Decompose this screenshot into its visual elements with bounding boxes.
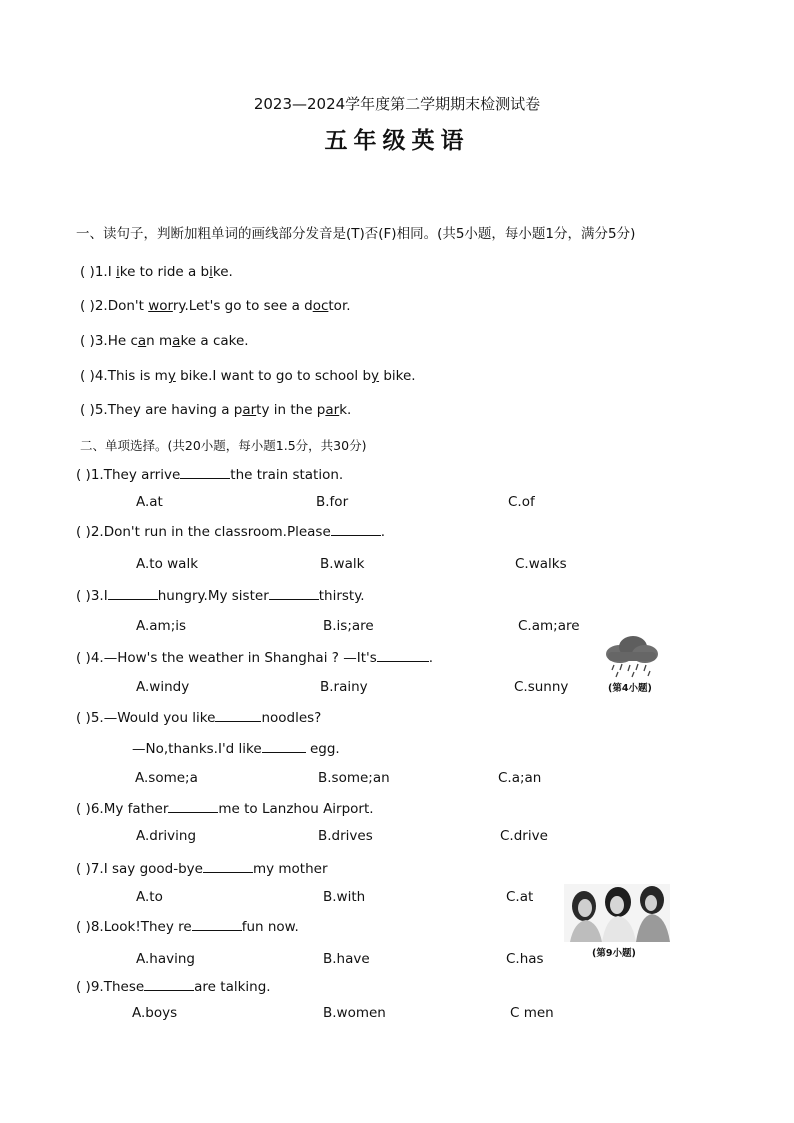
s2-question-1 xyxy=(76,466,343,483)
answer-blank[interactable] xyxy=(215,709,261,722)
underlined-letters: oc xyxy=(312,298,329,314)
answer-blank[interactable] xyxy=(192,918,242,931)
answer-paren[interactable]: ( ) xyxy=(80,368,95,384)
section2-title: 二、单项选择。(共20小题，每小题1.5分，共30分) xyxy=(80,438,367,453)
option-a: A.having xyxy=(136,951,195,967)
q-text: n m xyxy=(146,333,173,349)
option-a: A.windy xyxy=(136,679,190,695)
exam-title: 2023—2024学年度第二学期期末检测试卷 xyxy=(253,95,541,113)
q-text: 5.They are having a p xyxy=(94,402,243,418)
s2-question-2 xyxy=(76,523,385,540)
q-text: ke. xyxy=(212,264,233,280)
underlined-letters: ar xyxy=(325,402,340,418)
answer-blank[interactable] xyxy=(262,740,306,753)
q-text: 6.My father xyxy=(90,801,169,817)
q-text: 7.I say good-bye xyxy=(90,861,203,877)
grade-title: 五年级英语 xyxy=(324,127,470,154)
option-c: C.at xyxy=(506,889,534,905)
q-text: fun now. xyxy=(241,919,299,935)
q-text: my mother xyxy=(252,861,328,877)
s2-question-5 xyxy=(76,709,321,726)
q-text: 5.—Would you like xyxy=(90,710,216,726)
q-text: the train station. xyxy=(230,467,344,483)
option-a: A.some;a xyxy=(135,770,198,786)
s2-question-6 xyxy=(76,800,374,817)
figure-caption-q4: (第4小题) xyxy=(608,683,652,694)
q-text: 1.I xyxy=(94,264,116,280)
q-text: are talking. xyxy=(194,979,271,995)
answer-blank[interactable] xyxy=(269,587,319,600)
underlined-letters: a xyxy=(137,333,147,349)
underlined-letters: y xyxy=(167,368,176,384)
q-text: ty in the p xyxy=(256,402,326,418)
q-text: 3.I xyxy=(90,588,108,604)
s2-question-4 xyxy=(76,649,433,666)
s2-question-5-line2 xyxy=(132,740,340,757)
answer-blank[interactable] xyxy=(180,466,230,479)
q-text: bike. xyxy=(379,368,416,384)
answer-paren[interactable]: ( ) xyxy=(80,298,95,314)
option-b: B.some;an xyxy=(318,770,390,786)
answer-blank[interactable] xyxy=(144,978,194,991)
figure-caption-q9: (第9小题) xyxy=(592,948,636,959)
option-b: B.is;are xyxy=(323,618,374,634)
option-c: C.a;an xyxy=(498,770,542,786)
option-b: B.drives xyxy=(318,828,373,844)
q-text: egg. xyxy=(305,741,340,757)
answer-paren[interactable]: ( ) xyxy=(76,979,91,995)
q-text: 2.Don't run in the classroom.Please xyxy=(90,524,331,540)
underlined-letters: a xyxy=(172,333,181,349)
option-a: A.to walk xyxy=(136,556,199,572)
answer-blank[interactable] xyxy=(203,860,253,873)
rain-cloud-icon xyxy=(600,634,662,678)
option-a: A.am;is xyxy=(136,618,187,634)
answer-paren[interactable]: ( ) xyxy=(76,467,91,483)
s1-question-5 xyxy=(80,402,351,418)
option-b: B.with xyxy=(323,889,366,905)
q-text: —No,thanks.I'd like xyxy=(132,741,262,757)
q-text: tor. xyxy=(328,298,351,314)
q-text: 4.This is m xyxy=(94,368,168,384)
option-b: B.have xyxy=(323,951,370,967)
answer-paren[interactable]: ( ) xyxy=(76,588,91,604)
s1-question-2 xyxy=(80,298,351,314)
answer-blank[interactable] xyxy=(377,649,429,662)
answer-paren[interactable]: ( ) xyxy=(80,264,95,280)
option-c: C.drive xyxy=(500,828,548,844)
s1-question-4 xyxy=(80,368,416,384)
q-text: noodles? xyxy=(261,710,322,726)
option-a: A.boys xyxy=(132,1005,178,1021)
q-text: 8.Look!They re xyxy=(90,919,192,935)
option-c: C.has xyxy=(506,951,544,967)
s1-question-1 xyxy=(80,264,233,280)
option-c: C men xyxy=(510,1005,554,1021)
q-text: 3.He c xyxy=(94,333,138,349)
q-text: ry.Let's go to see a d xyxy=(172,298,313,314)
option-b: B.women xyxy=(323,1005,386,1021)
q-text: me to Lanzhou Airport. xyxy=(218,801,374,817)
answer-blank[interactable] xyxy=(168,800,218,813)
option-b: B.walk xyxy=(320,556,365,572)
answer-blank[interactable] xyxy=(108,587,158,600)
answer-paren[interactable]: ( ) xyxy=(76,650,91,666)
s2-question-7 xyxy=(76,860,328,877)
option-c: C.walks xyxy=(515,556,567,572)
option-b: B.for xyxy=(316,494,349,510)
option-c: C.of xyxy=(508,494,535,510)
option-c: C.am;are xyxy=(518,618,580,634)
option-a: A.at xyxy=(136,494,163,510)
q-text: thirsty. xyxy=(318,588,365,604)
answer-paren[interactable]: ( ) xyxy=(76,919,91,935)
q-text: 9.These xyxy=(90,979,145,995)
q-text: 2.Don't xyxy=(94,298,149,314)
q-text: bike.I want to go to school b xyxy=(175,368,372,384)
talking-women-photo xyxy=(564,884,670,942)
q-text: k. xyxy=(339,402,352,418)
answer-blank[interactable] xyxy=(331,523,381,536)
underlined-letters: i xyxy=(209,264,213,280)
s1-question-3 xyxy=(80,333,249,349)
s2-question-3 xyxy=(76,587,365,604)
s2-question-8 xyxy=(76,918,299,935)
answer-paren[interactable]: ( ) xyxy=(76,801,91,817)
option-b: B.rainy xyxy=(320,679,368,695)
q-text: ke to ride a b xyxy=(119,264,210,280)
s2-question-9 xyxy=(76,978,271,995)
option-a: A.to xyxy=(136,889,163,905)
q-text: ke a cake. xyxy=(180,333,249,349)
q-text: 4.—How's the weather in Shanghai ? —It's xyxy=(90,650,377,666)
answer-paren[interactable]: ( ) xyxy=(76,861,91,877)
option-a: A.driving xyxy=(136,828,197,844)
underlined-letters: ar xyxy=(242,402,257,418)
underlined-letters: wor xyxy=(148,298,173,314)
underlined-letters: i xyxy=(115,264,120,280)
answer-paren[interactable]: ( ) xyxy=(76,524,91,540)
answer-paren[interactable]: ( ) xyxy=(80,333,95,349)
answer-paren[interactable]: ( ) xyxy=(76,710,91,726)
option-c: C.sunny xyxy=(514,679,569,695)
q-text: . xyxy=(428,650,434,666)
q-text: . xyxy=(380,524,386,540)
underlined-letters: y xyxy=(371,368,380,384)
q-text: hungry.My sister xyxy=(157,588,269,604)
answer-paren[interactable]: ( ) xyxy=(80,402,95,418)
q-text: 1.They arrive xyxy=(90,467,181,483)
section1-title: 一、读句子，判断加粗单词的画线部分发音是(T)否(F)相同。(共5小题，每小题1分，满分5分) xyxy=(76,226,636,242)
